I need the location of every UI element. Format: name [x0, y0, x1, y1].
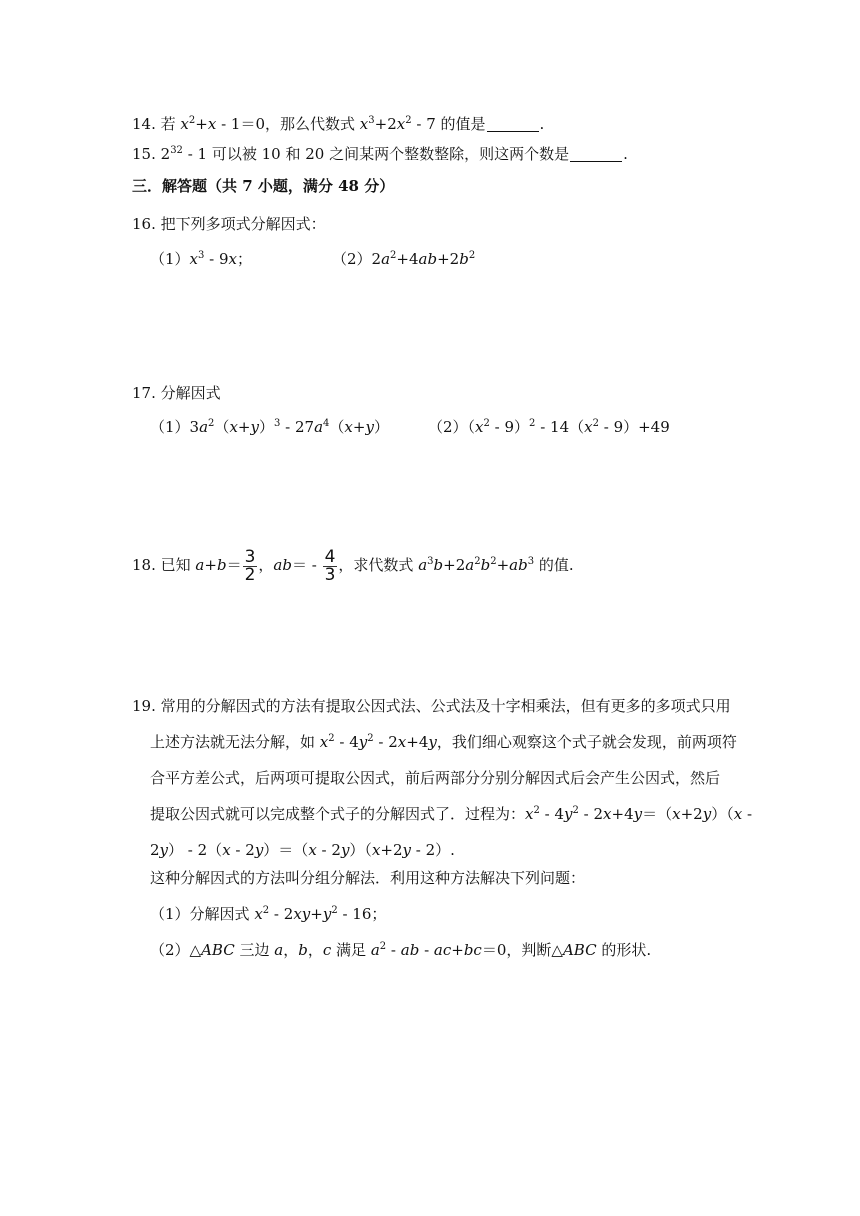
answer-blank[interactable]: [570, 147, 622, 162]
question-19-part-1: （1）分解因式 $x^2$ ‐ $2xy+y^2$ ‐ 16；: [150, 905, 387, 923]
question-19-line-4: 提取公因式就可以完成整个式子的分解因式了．过程为：$x^2$ ‐ $4y^2$ ‐ 2x+4y＝（x+2y）（x ‐: [150, 805, 753, 823]
question-18: 18. 已知 a+b＝ $\frac{3}{2}$ ，ab＝ ‐ $\frac{4}{3}$ ，求代数式 $a^3b+2a^2b^2+ab^3$ 的值.: [132, 546, 574, 585]
question-number: 15.: [132, 145, 156, 163]
question-14: 14. 若 $x^2+x$ ‐ 1＝0，那么代数式 $x^3+2x^2$ ‐ 7 的值是 .: [132, 115, 545, 133]
question-19-part-2: （2）△ABC 三边 a，b，c 满足 $a^2$ ‐ ab ‐ ac+bc＝0，判断△ABC 的形状.: [150, 941, 652, 959]
question-16-part-1: $(1)x^3$ ‐ 9x；: [150, 250, 253, 268]
fraction-three-halves: $\frac{3}{2}$: [244, 546, 256, 585]
question-17-part-2: $(2)(x^2$ ‐ 9）$^2$ ‐ $14(x^2$ ‐ 9）+49: [428, 418, 670, 436]
question-19-line-1: 19. 常用的分解因式的方法有提取公因式法、公式法及十字相乘法，但有更多的多项式只用: [132, 697, 731, 715]
question-19-line-2: 上述方法就无法分解，如 $x^2$ ‐ $4y^2$ ‐ 2x+4y，我们细心观察这个式子就会发现，前两项符: [150, 733, 737, 751]
section-heading: 三．解答题（共 7 小题，满分 48 分）: [132, 177, 395, 195]
answer-blank[interactable]: [487, 117, 539, 132]
question-17-part-1: $(1)3a^2(x+y)^3$ ‐ $27a^4(x+y)$: [150, 418, 389, 436]
question-16-part-2: $(2)2a^2+4ab+2b^2$: [332, 250, 476, 268]
question-19-line-3: 合平方差公式，后两项可提取公因式，前后两部分分别分解因式后会产生公因式，然后: [150, 769, 721, 787]
question-number: 19.: [132, 697, 156, 715]
question-19-line-5: 2y） ‐ 2（x ‐ 2y）＝（x ‐ 2y）（x+2y ‐ 2）.: [150, 841, 455, 859]
question-16: 16. 把下列多项式分解因式：: [132, 215, 326, 233]
question-number: 16.: [132, 215, 156, 233]
question-number: 17.: [132, 384, 156, 402]
question-15: 15. $2^{32}$ ‐ 1 可以被 10 和 20 之间某两个整数整除，则这两个数是 .: [132, 145, 628, 163]
question-number: 14.: [132, 115, 156, 133]
question-19-line-6: 这种分解因式的方法叫分组分解法．利用这种方法解决下列问题：: [150, 869, 586, 887]
fraction-four-thirds: $\frac{4}{3}$: [324, 546, 336, 585]
question-17: 17. 分解因式: [132, 384, 221, 402]
question-number: 18.: [132, 556, 156, 574]
